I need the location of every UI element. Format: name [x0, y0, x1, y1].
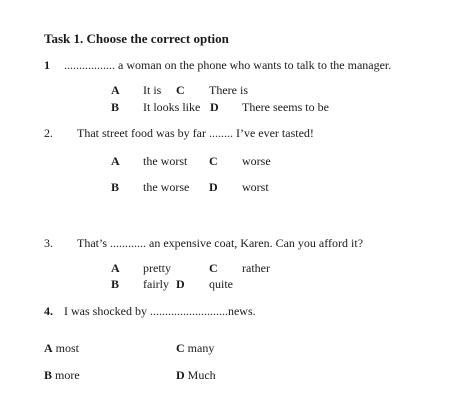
q1-number: 1 — [44, 58, 50, 72]
q1-option-d-text: There seems to be — [242, 100, 329, 114]
q2-option-a-letter: A — [111, 154, 120, 168]
q4-option-c — [176, 341, 214, 356]
q3-text: That’s ............ an expensive coat, Karen. Can you afford it? — [77, 236, 364, 250]
q3-option-c-letter: C — [209, 261, 218, 275]
q4-option-c-letter: C — [176, 341, 185, 355]
q2-option-a-text: the worst — [143, 154, 188, 168]
q1-option-a-text: It is — [143, 83, 162, 97]
q3-option-d-text: quite — [209, 277, 233, 291]
q3-option-b-text: fairly — [143, 277, 169, 291]
q4-option-a — [44, 341, 79, 356]
q4-option-d-text: Much — [187, 368, 216, 382]
q1-option-b-text: It looks like — [143, 100, 201, 114]
q1-option-b-letter: B — [111, 100, 120, 114]
q2-option-c-letter: C — [209, 154, 218, 168]
q4-option-c-text: many — [187, 341, 215, 355]
q3-number: 3. — [44, 236, 53, 250]
q2-number: 2. — [44, 126, 53, 140]
q2-option-d-letter: D — [209, 180, 218, 194]
q4-option-d — [176, 368, 216, 383]
q2-option-b-text: the worse — [143, 180, 190, 194]
q4-option-d-letter: D — [176, 368, 185, 382]
q3-option-a-letter: A — [111, 261, 120, 275]
q4-option-b-text: more — [55, 368, 80, 382]
q3-option-a-text: pretty — [143, 261, 171, 275]
q4-option-b-letter: B — [44, 368, 53, 382]
q1-option-c-text: There is — [209, 83, 248, 97]
q2-option-c-text: worse — [242, 154, 271, 168]
q1-text: ................. a woman on the phone who wants to talk to the manager. — [64, 58, 392, 72]
task-title: Task 1. Choose the correct option — [44, 31, 229, 46]
q1-option-a-letter: A — [111, 83, 120, 97]
q2-option-d-text: worst — [242, 180, 269, 194]
q2-text: That street food was by far ........ I’ve ever tasted! — [77, 126, 314, 140]
q2-option-b-letter: B — [111, 180, 120, 194]
q1-option-c-letter: C — [176, 83, 185, 97]
q4-text: I was shocked by ..........................news. — [64, 304, 256, 318]
q3-option-c-text: rather — [242, 261, 270, 275]
q4-number: 4. — [44, 304, 53, 318]
q4-option-a-text: most — [55, 341, 80, 355]
q4-option-a-letter: A — [44, 341, 53, 355]
q3-option-b-letter: B — [111, 277, 120, 291]
q4-option-b — [44, 368, 80, 383]
q3-option-d-letter: D — [176, 277, 185, 291]
q1-option-d-letter: D — [210, 100, 219, 114]
